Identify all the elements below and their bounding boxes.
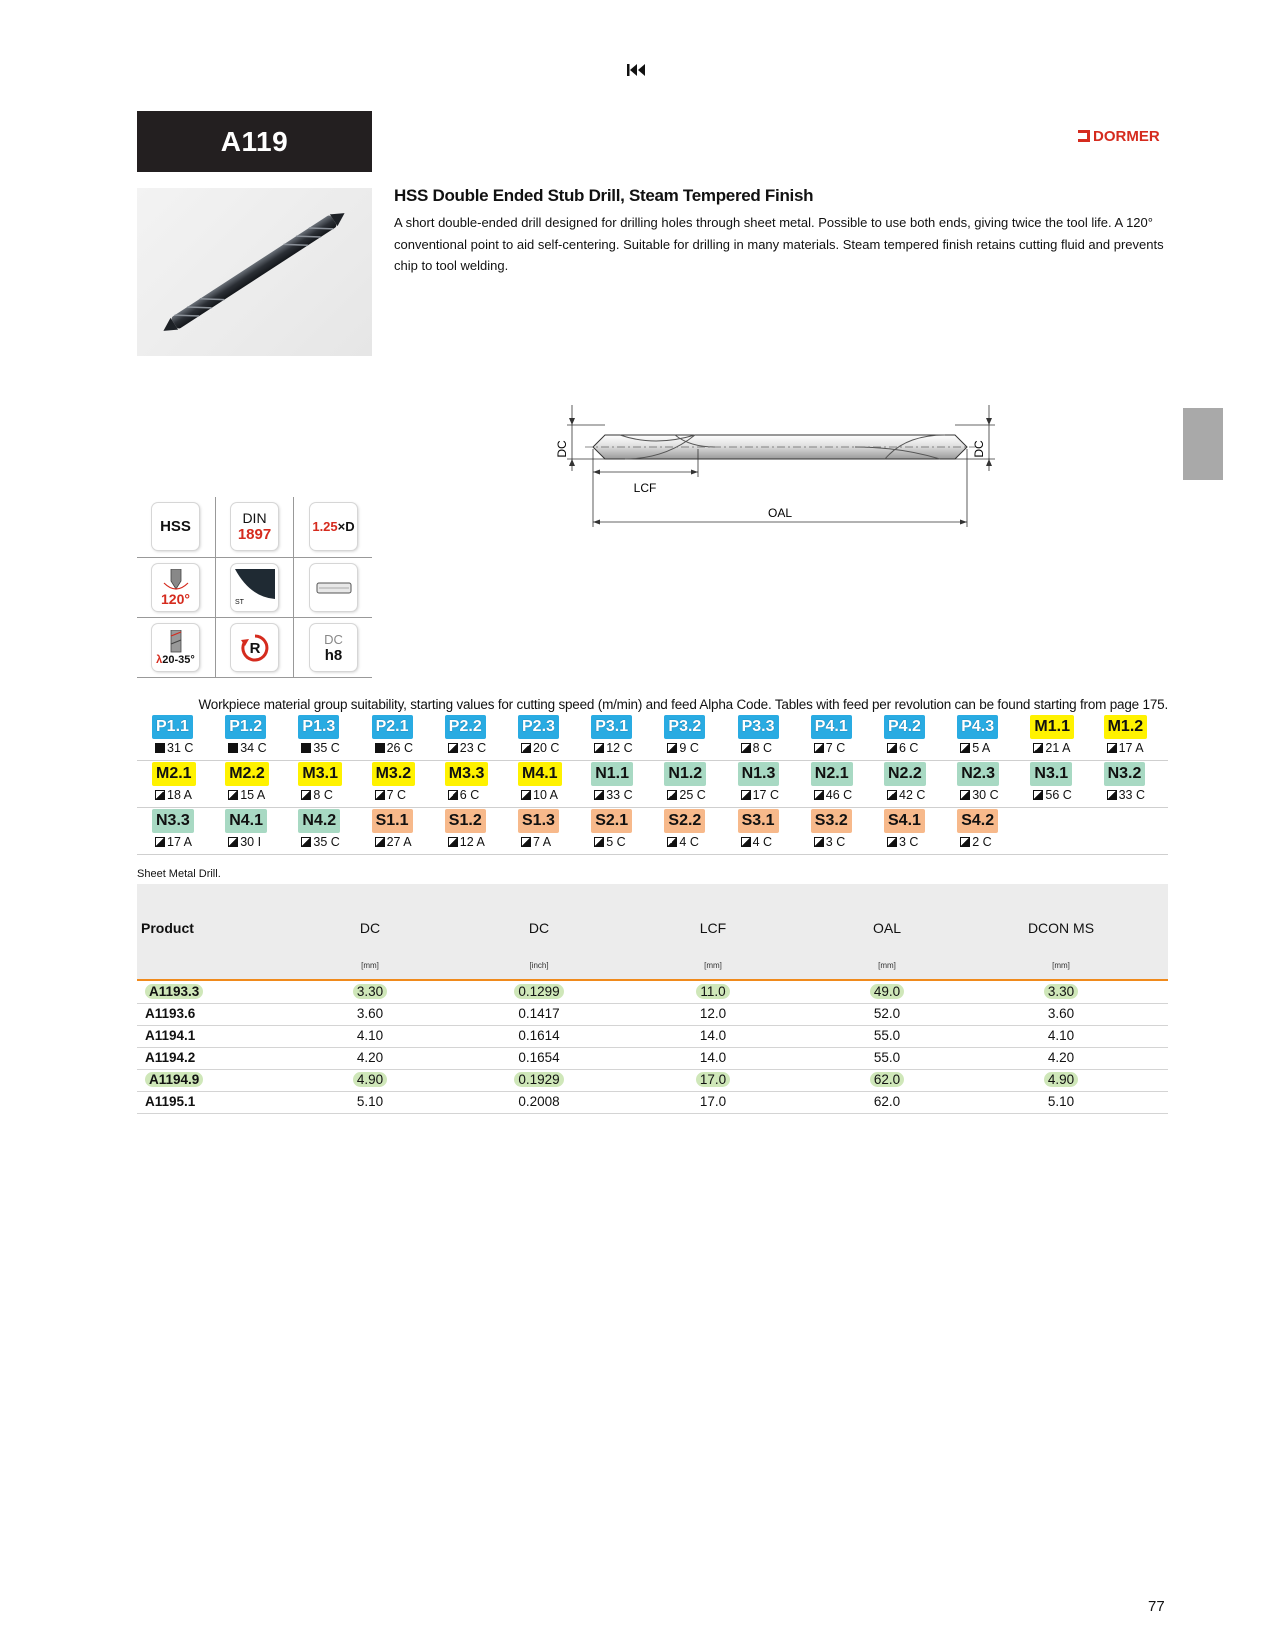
product-title: HSS Double Ended Stub Drill, Steam Tempered Finish <box>394 186 814 205</box>
material-group-cell <box>430 809 503 855</box>
material-group-badge[interactable]: N2.2 <box>884 762 926 786</box>
cutting-speed-value: 42 C <box>887 788 925 802</box>
cutting-speed-value: 17 C <box>741 788 779 802</box>
table-cell: 17.0 <box>699 1094 727 1109</box>
material-group-badge[interactable]: S3.2 <box>811 809 852 833</box>
material-group-cell <box>210 762 283 808</box>
table-cell: 55.0 <box>873 1028 901 1043</box>
material-group-badge[interactable]: N4.1 <box>225 809 267 833</box>
table-cell: 5.10 <box>356 1094 384 1109</box>
product-code-cell[interactable]: A1193.6 <box>145 1006 196 1021</box>
cutting-speed-value: 9 C <box>667 741 698 755</box>
material-group-cell <box>649 809 722 855</box>
cutting-speed-value: 15 A <box>228 788 265 802</box>
brand-name: DORMER <box>1093 127 1160 145</box>
table-cell: 4.10 <box>1047 1028 1075 1043</box>
table-cell: 14.0 <box>699 1050 727 1065</box>
column-unit-lcf: [mm] <box>704 961 722 970</box>
table-row[interactable] <box>137 1025 1168 1048</box>
material-group-badge[interactable]: N1.3 <box>738 762 780 786</box>
table-cell: 4.10 <box>356 1028 384 1043</box>
material-label: HSS <box>160 518 191 535</box>
material-group-badge[interactable]: P1.3 <box>298 715 339 739</box>
suitability-partial-icon <box>814 837 824 847</box>
material-group-cell <box>503 809 576 855</box>
table-cell: 14.0 <box>699 1028 727 1043</box>
material-group-cell <box>723 762 796 808</box>
cutting-speed-value: 35 C <box>301 835 339 849</box>
material-group-cell <box>723 809 796 855</box>
product-code-cell[interactable]: A1194.9 <box>141 1069 207 1091</box>
material-group-badge[interactable]: P3.1 <box>591 715 632 739</box>
suitability-partial-icon <box>228 837 238 847</box>
suitability-partial-icon <box>301 790 311 800</box>
material-group-badge[interactable]: P1.1 <box>152 715 193 739</box>
standard-din-icon <box>231 503 278 550</box>
suitability-full-icon <box>375 743 385 753</box>
material-group-cell <box>942 762 1015 808</box>
table-row[interactable] <box>137 1091 1168 1114</box>
depth-value: 1.25 <box>312 519 338 534</box>
table-cell: 17.0 <box>663 1069 763 1091</box>
lcf-label: LCF <box>633 481 657 495</box>
right-hand-rotation-icon <box>231 624 278 671</box>
cutting-speed-value: 4 C <box>741 835 772 849</box>
product-code-cell[interactable]: A1195.1 <box>145 1094 196 1109</box>
cutting-speed-value: 6 C <box>448 788 479 802</box>
tolerance-value-text: h8 <box>324 646 343 664</box>
material-group-badge[interactable]: M4.1 <box>518 762 562 786</box>
cutting-speed-value: 27 A <box>375 835 412 849</box>
cutting-speed-value: 33 C <box>1107 788 1145 802</box>
suitability-partial-icon <box>741 837 751 847</box>
suitability-partial-icon <box>521 790 531 800</box>
column-header-dcon-ms: DCON MS <box>1027 920 1095 936</box>
material-group-cell <box>942 809 1015 855</box>
table-cell: 52.0 <box>873 1006 901 1021</box>
suitability-partial-icon <box>887 743 897 753</box>
table-cell: 5.10 <box>1047 1094 1075 1109</box>
surface-finish-icon <box>231 564 278 611</box>
skip-to-first-icon[interactable] <box>624 60 648 80</box>
material-group-cell <box>576 715 649 761</box>
cutting-speed-value: 6 C <box>887 741 918 755</box>
product-code-cell[interactable]: A1193.3 <box>141 981 207 1003</box>
material-group-cell <box>210 809 283 855</box>
material-group-cell <box>430 762 503 808</box>
suitability-full-icon <box>301 743 311 753</box>
cutting-speed-value: 8 C <box>301 788 332 802</box>
section-side-tab[interactable] <box>1183 408 1223 480</box>
standard-label: DIN <box>242 510 267 526</box>
suitability-partial-icon <box>741 743 751 753</box>
material-group-badge[interactable]: M2.2 <box>225 762 269 786</box>
cutting-speed-value: 46 C <box>814 788 852 802</box>
material-group-badge[interactable]: P3.3 <box>738 715 779 739</box>
product-code: A119 <box>220 125 289 157</box>
cutting-speed-value: 12 A <box>448 835 485 849</box>
material-group-cell <box>283 809 356 855</box>
column-unit-oal: [mm] <box>878 961 896 970</box>
cutting-speed-value: 30 C <box>960 788 998 802</box>
cutting-speed-value: 31 C <box>155 741 193 755</box>
table-cell: 3.60 <box>356 1006 384 1021</box>
dc-right-label: DC <box>972 440 986 458</box>
product-code-cell[interactable]: A1194.2 <box>145 1050 196 1065</box>
material-group-badge[interactable]: P2.3 <box>518 715 559 739</box>
suitability-partial-icon <box>448 790 458 800</box>
material-group-badge[interactable]: P2.2 <box>445 715 486 739</box>
product-code-cell[interactable]: A1194.1 <box>145 1028 196 1043</box>
material-group-badge[interactable]: M3.1 <box>298 762 342 786</box>
point-angle-value: 120° <box>161 590 190 607</box>
suitability-partial-icon <box>887 837 897 847</box>
cutting-speed-value: 18 A <box>155 788 192 802</box>
material-group-badge[interactable]: M1.2 <box>1104 715 1148 739</box>
table-cell: 62.0 <box>837 1069 937 1091</box>
suitability-partial-icon <box>960 790 970 800</box>
tolerance-value <box>325 647 343 664</box>
material-group-badge[interactable]: N4.2 <box>298 809 340 833</box>
cutting-speed-value: 20 C <box>521 741 559 755</box>
column-header-lcf: LCF <box>699 920 727 936</box>
material-group-badge[interactable]: N2.3 <box>957 762 999 786</box>
material-group-cell <box>796 809 869 855</box>
material-group-badge[interactable]: S4.2 <box>957 809 998 833</box>
material-group-cell <box>357 809 430 855</box>
suitability-note: Workpiece material group suitability, starting values for cutting speed (m/min) and feed Alpha Code. Tables with feed per revolution can be found starting from page 175. <box>198 697 1168 712</box>
cutting-speed-value: 3 C <box>887 835 918 849</box>
material-group-cell <box>137 762 210 808</box>
helix-angle-icon <box>152 624 199 671</box>
material-group-badge[interactable]: P3.2 <box>664 715 705 739</box>
product-image <box>137 188 372 356</box>
table-cell: 0.1299 <box>489 981 589 1003</box>
material-group-cell <box>1089 762 1162 808</box>
material-group-cell <box>357 715 430 761</box>
finish-label: ST <box>235 599 244 606</box>
table-cell: 4.90 <box>320 1069 420 1091</box>
tolerance-label: DC <box>324 631 343 647</box>
material-group-cell <box>869 762 942 808</box>
suitability-partial-icon <box>667 790 677 800</box>
material-group-badge[interactable]: P1.2 <box>225 715 266 739</box>
material-group-badge[interactable]: M1.1 <box>1030 715 1074 739</box>
table-caption: Sheet Metal Drill. <box>137 868 221 880</box>
material-group-badge[interactable]: S1.3 <box>518 809 559 833</box>
table-cell: 0.2008 <box>518 1094 560 1109</box>
column-unit-dc-inch: [inch] <box>529 961 549 970</box>
table-row[interactable] <box>137 1003 1168 1026</box>
material-group-badge[interactable]: P4.3 <box>957 715 998 739</box>
cutting-speed-value: 34 C <box>228 741 266 755</box>
suitability-partial-icon <box>448 743 458 753</box>
table-cell: 4.90 <box>1011 1069 1111 1091</box>
suitability-partial-icon <box>521 837 531 847</box>
table-cell: 62.0 <box>873 1094 901 1109</box>
cutting-speed-value: 21 A <box>1033 741 1070 755</box>
suitability-partial-icon <box>741 790 751 800</box>
row-divider <box>137 854 1168 855</box>
material-group-badge[interactable]: N3.3 <box>152 809 194 833</box>
cutting-speed-value: 17 A <box>1107 741 1144 755</box>
material-group-cell <box>283 715 356 761</box>
oal-label: OAL <box>767 506 793 520</box>
material-group-badge[interactable]: P4.2 <box>884 715 925 739</box>
dormer-logo-icon <box>1078 130 1090 142</box>
cutting-speed-value: 5 C <box>594 835 625 849</box>
table-row[interactable] <box>137 1069 1168 1092</box>
material-group-badge[interactable]: N3.2 <box>1104 762 1146 786</box>
suitability-full-icon <box>155 743 165 753</box>
material-group-cell <box>576 809 649 855</box>
depth-suffix: ×D <box>337 519 355 534</box>
cutting-speed-value: 56 C <box>1033 788 1071 802</box>
product-code-box <box>137 111 372 172</box>
material-group-badge[interactable]: S3.1 <box>738 809 779 833</box>
cutting-speed-value: 5 A <box>960 741 990 755</box>
material-group-cell <box>723 715 796 761</box>
material-group-badge[interactable]: P4.1 <box>811 715 852 739</box>
column-header-oal: OAL <box>872 920 901 936</box>
column-header-dc-inch: DC <box>528 920 550 936</box>
material-group-cell <box>796 715 869 761</box>
material-group-badge[interactable]: S2.1 <box>591 809 632 833</box>
technical-drawing <box>555 405 1005 540</box>
point-angle-icon <box>152 564 199 611</box>
cutting-speed-value: 25 C <box>667 788 705 802</box>
rotation-label: R <box>249 639 260 657</box>
cutting-speed-value: 35 C <box>301 741 339 755</box>
table-cell: 0.1614 <box>518 1028 560 1043</box>
cutting-speed-value: 30 I <box>228 835 261 849</box>
material-group-cell <box>137 809 210 855</box>
material-group-badge[interactable]: S2.2 <box>664 809 705 833</box>
material-group-badge[interactable]: N3.1 <box>1030 762 1072 786</box>
tolerance-icon <box>310 624 357 671</box>
table-cell: 0.1417 <box>518 1006 560 1021</box>
table-cell: 49.0 <box>837 981 937 1003</box>
material-group-badge[interactable]: N2.1 <box>811 762 853 786</box>
material-group-cell <box>649 762 722 808</box>
suitability-partial-icon <box>448 837 458 847</box>
cutting-speed-value: 23 C <box>448 741 486 755</box>
suitability-partial-icon <box>155 837 165 847</box>
material-group-cell <box>503 715 576 761</box>
product-description: A short double-ended drill designed for drilling holes through sheet metal. Possible to use both ends, giving twice the tool life. A 120° conventional point to aid self-centering. Suitable for drilling in many materials. Steam tempered finish retains cutting fluid and prevents chip to tool welding. <box>394 215 1164 273</box>
table-row[interactable] <box>137 981 1168 1004</box>
table-cell: 4.20 <box>1047 1050 1075 1065</box>
material-group-cell <box>283 762 356 808</box>
suitability-partial-icon <box>1033 790 1043 800</box>
material-group-badge[interactable]: M3.2 <box>372 762 416 786</box>
material-group-cell <box>1015 762 1088 808</box>
material-group-badge[interactable]: N1.1 <box>591 762 633 786</box>
suitability-partial-icon <box>1107 790 1117 800</box>
cutting-speed-value: 7 C <box>814 741 845 755</box>
material-group-cell <box>869 809 942 855</box>
suitability-partial-icon <box>960 837 970 847</box>
suitability-partial-icon <box>814 743 824 753</box>
material-group-cell <box>357 762 430 808</box>
table-cell: 55.0 <box>873 1050 901 1065</box>
cutting-speed-value: 17 A <box>155 835 192 849</box>
cutting-speed-value: 8 C <box>741 741 772 755</box>
table-cell: 4.20 <box>356 1050 384 1065</box>
suitability-partial-icon <box>594 790 604 800</box>
suitability-partial-icon <box>375 837 385 847</box>
product-column-header: Product <box>141 920 194 936</box>
row-divider <box>137 760 1168 761</box>
material-group-cell <box>942 715 1015 761</box>
material-group-badge[interactable]: M2.1 <box>152 762 196 786</box>
material-group-cell <box>503 762 576 808</box>
feature-icon-grid <box>137 497 372 678</box>
cutting-speed-value: 7 A <box>521 835 551 849</box>
material-group-badge[interactable]: S4.1 <box>884 809 925 833</box>
material-group-cell <box>210 715 283 761</box>
cutting-speed-value: 2 C <box>960 835 991 849</box>
table-cell: 3.30 <box>1011 981 1111 1003</box>
suitability-partial-icon <box>1107 743 1117 753</box>
table-cell: 3.60 <box>1047 1006 1075 1021</box>
suitability-partial-icon <box>155 790 165 800</box>
cutting-speed-value: 26 C <box>375 741 413 755</box>
cutting-speed-value: 33 C <box>594 788 632 802</box>
dormer-logo <box>1078 126 1160 146</box>
drilling-depth-icon <box>310 503 357 550</box>
material-group-cell <box>649 715 722 761</box>
material-group-cell <box>796 762 869 808</box>
cutting-speed-value: 7 C <box>375 788 406 802</box>
suitability-partial-icon <box>887 790 897 800</box>
cutting-speed-value: 10 A <box>521 788 558 802</box>
material-group-badge[interactable]: S1.2 <box>445 809 486 833</box>
material-group-cell <box>137 715 210 761</box>
suitability-partial-icon <box>960 743 970 753</box>
suitability-partial-icon <box>814 790 824 800</box>
table-cell: 0.1929 <box>489 1069 589 1091</box>
standard-number: 1897 <box>237 526 272 543</box>
material-group-cell <box>1015 715 1088 761</box>
material-group-cell <box>869 715 942 761</box>
suitability-partial-icon <box>521 743 531 753</box>
table-header <box>137 884 1168 979</box>
suitability-full-icon <box>228 743 238 753</box>
table-row[interactable] <box>137 1047 1168 1070</box>
suitability-partial-icon <box>667 743 677 753</box>
column-unit-dcon-ms: [mm] <box>1052 961 1070 970</box>
material-group-badge[interactable]: P2.1 <box>372 715 413 739</box>
helix-prefix: λ <box>156 653 163 666</box>
column-header-dc-mm: DC <box>359 920 381 936</box>
helix-value: 20-35° <box>162 653 195 666</box>
table-cell: 11.0 <box>663 981 763 1003</box>
suitability-partial-icon <box>1033 743 1043 753</box>
shank-type-icon <box>310 564 357 611</box>
suitability-partial-icon <box>667 837 677 847</box>
suitability-partial-icon <box>301 837 311 847</box>
material-group-cell <box>430 715 503 761</box>
cutting-speed-value: 3 C <box>814 835 845 849</box>
material-hss-icon <box>152 503 199 550</box>
suitability-partial-icon <box>594 837 604 847</box>
material-group-cell <box>1089 715 1162 761</box>
material-group-badge[interactable]: S1.1 <box>372 809 413 833</box>
table-cell: 12.0 <box>699 1006 727 1021</box>
page-number: 77 <box>1148 1598 1165 1615</box>
cutting-speed-value: 12 C <box>594 741 632 755</box>
suitability-partial-icon <box>375 790 385 800</box>
row-divider <box>137 807 1168 808</box>
material-group-badge[interactable]: M3.3 <box>445 762 489 786</box>
table-cell: 3.30 <box>320 981 420 1003</box>
cutting-speed-value: 4 C <box>667 835 698 849</box>
material-group-badge[interactable]: N1.2 <box>664 762 706 786</box>
material-group-cell <box>576 762 649 808</box>
column-unit-dc-mm: [mm] <box>361 961 379 970</box>
dc-left-label: DC <box>555 440 569 458</box>
suitability-partial-icon <box>594 743 604 753</box>
suitability-partial-icon <box>228 790 238 800</box>
table-cell: 0.1654 <box>518 1050 560 1065</box>
